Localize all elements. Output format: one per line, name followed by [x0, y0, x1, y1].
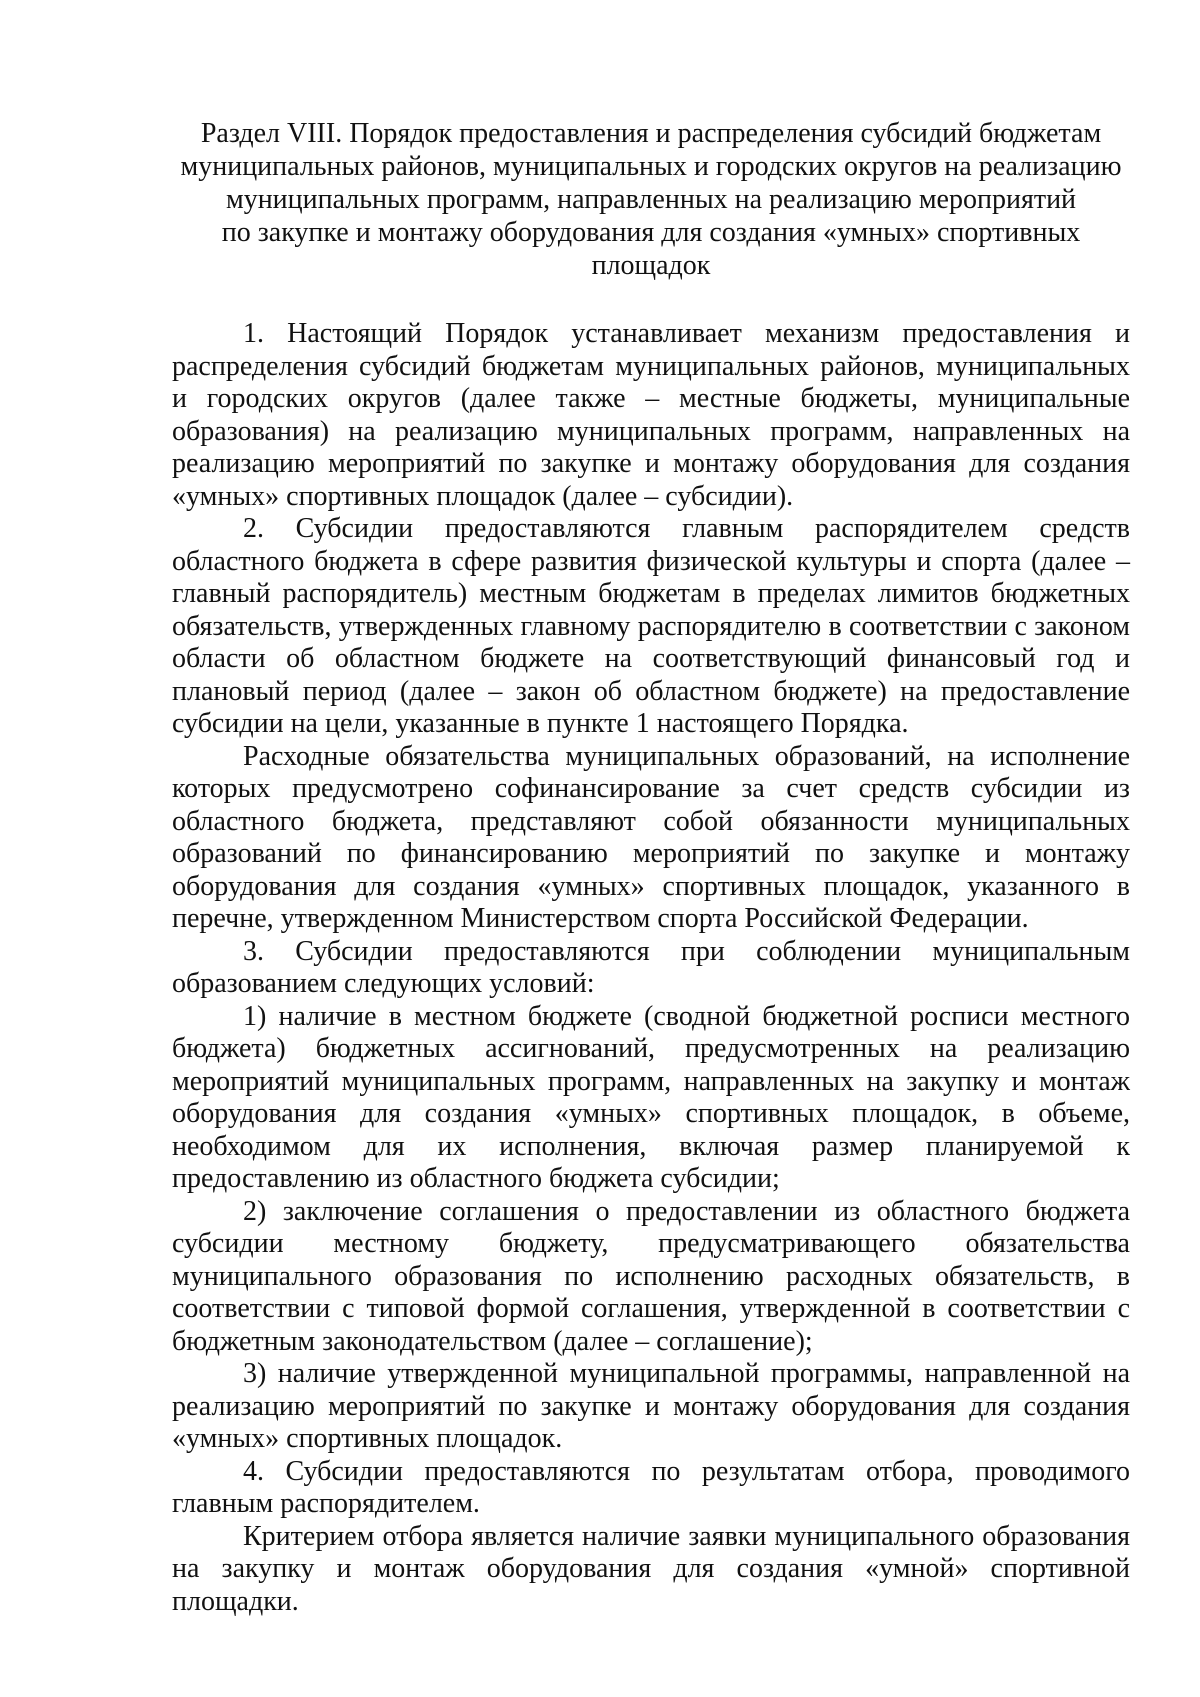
- paragraph-expense-obligations: Расходные обязательства муниципальных образований, на исполнение которых предусмотрено софинансирование за счет средств субсидии из областного бюджета, представляют собой обязанности муниципальных образований по финансированию мероприятий по закупке и монтажу оборудования для создания «умных» спортивных площадок, указанного в перечне, утвержденном Министерством спорта Российской Федерации.: [172, 740, 1130, 934]
- document-body: [172, 318, 1130, 1618]
- document-page: [172, 117, 1130, 1618]
- paragraph-subitem-1: 1) наличие в местном бюджете (сводной бюджетной росписи местного бюджета) бюджетных ассигнований, предусмотренных на реализацию мероприятий муниципальных программ, направленных на закупку и монтаж оборудования для создания «умных» спортивных площадок, в объеме, необходимом для их исполнения, включая размер планируемой к предоставлению из областного бюджета субсидии;: [172, 1000, 1130, 1194]
- paragraph-subitem-3: 3) наличие утвержденной муниципальной программы, направленной на реализацию мероприятий по закупке и монтажу оборудования для создания «умных» спортивных площадок.: [172, 1358, 1130, 1454]
- section-title-line: муниципальных программ, направленных на реализацию мероприятий: [225, 184, 1077, 215]
- section-title-line: Раздел VIII. Порядок предоставления и распределения субсидий бюджетам: [200, 118, 1102, 149]
- paragraph-item-2: 2. Субсидии предоставляются главным распорядителем средств областного бюджета в сфере развития физической культуры и спорта (далее – главный распорядитель) местным бюджетам в пределах лимитов бюджетных обязательств, утвержденных главному распорядителю в соответствии с законом области об областном бюджете на соответствующий финансовый год и плановый период (далее – закон об областном бюджете) на предоставление субсидии на цели, указанные в пункте 1 настоящего Порядка.: [172, 513, 1130, 739]
- section-title-line: площадок: [591, 250, 711, 281]
- section-title-line: муниципальных районов, муниципальных и городских округов на реализацию: [180, 151, 1122, 182]
- paragraph-selection-criterion: Критерием отбора является наличие заявки муниципального образования на закупку и монтаж оборудования для создания «умной» спортивной площадки.: [172, 1520, 1130, 1617]
- paragraph-item-1: 1. Настоящий Порядок устанавливает механизм предоставления и распределения субсидий бюджетам муниципальных районов, муниципальных и городских округов (далее также – местные бюджеты, муниципальные образования) на реализацию муниципальных программ, направленных на реализацию мероприятий по закупке и монтажу оборудования для создания «умных» спортивных площадок (далее – субсидии).: [172, 318, 1130, 512]
- paragraph-subitem-2: 2) заключение соглашения о предоставлении из областного бюджета субсидии местному бюджету, предусматривающего обязательства муниципального образования по исполнению расходных обязательств, в соответствии с типовой формой соглашения, утвержденной в соответствии с бюджетным законодательством (далее – соглашение);: [172, 1195, 1130, 1357]
- section-title: [172, 117, 1130, 282]
- paragraph-item-3: 3. Субсидии предоставляются при соблюдении муниципальным образованием следующих условий:: [172, 935, 1130, 999]
- section-title-line: по закупке и монтажу оборудования для создания «умных» спортивных: [221, 217, 1081, 248]
- paragraph-item-4: 4. Субсидии предоставляются по результатам отбора, проводимого главным распорядителем.: [172, 1455, 1130, 1519]
